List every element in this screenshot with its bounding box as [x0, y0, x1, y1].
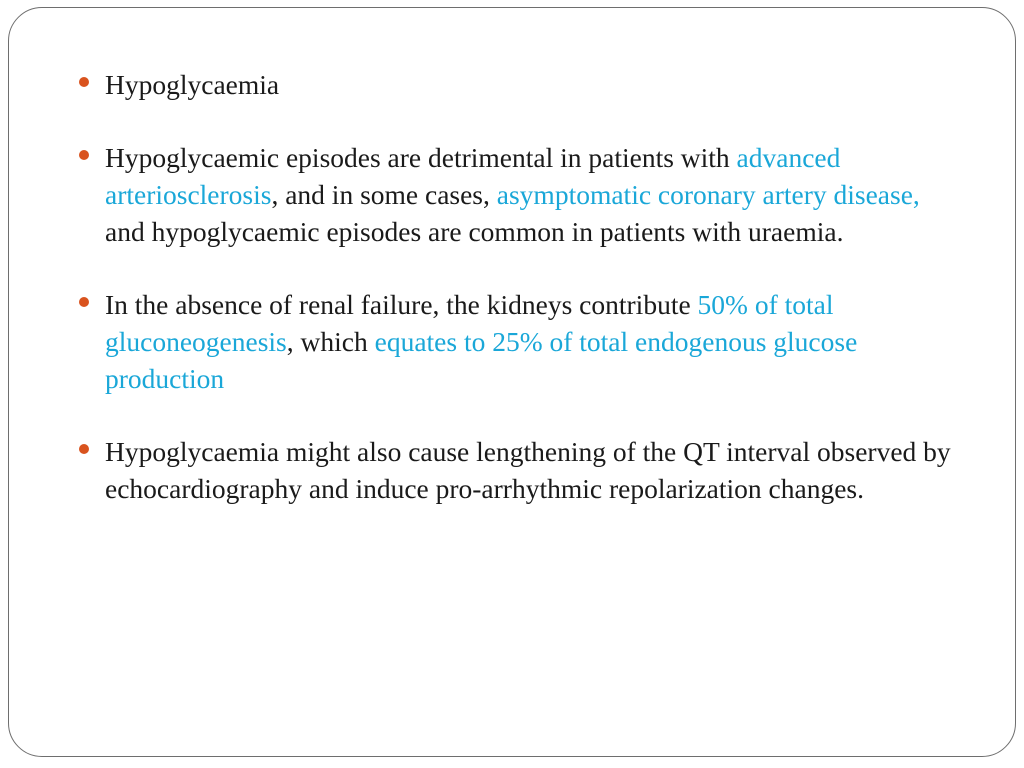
highlighted-term: 50% of total gluconeogenesis	[105, 289, 834, 357]
bullet-text: Hypoglycaemia	[105, 69, 280, 100]
bullet-dot-icon	[79, 150, 89, 160]
bullet-dot-icon	[79, 444, 89, 454]
bullet-text: Hypoglycaemic episodes are detrimental in patients with	[105, 142, 737, 173]
bullet-text: Hypoglycaemia might also cause lengthening of the QT interval observed by echocardiography and induce pro-arrhythmic repolarization changes.	[105, 436, 951, 504]
bullet-text: In the absence of renal failure, the kidneys contribute	[105, 289, 698, 320]
bullet-dot-icon	[79, 77, 89, 87]
bullet-text: , which	[286, 326, 375, 357]
highlighted-term: equates to 25% of total endogenous glucose production	[105, 326, 858, 394]
bullet-list	[105, 66, 955, 543]
bullet-dot-icon	[79, 297, 89, 307]
bullet-item	[105, 433, 955, 507]
bullet-text: , and in some cases,	[271, 179, 497, 210]
slide-frame	[8, 7, 1016, 757]
bullet-item	[105, 139, 955, 250]
bullet-text: and hypoglycaemic episodes are common in patients with uraemia.	[105, 216, 844, 247]
highlighted-term: advanced arteriosclerosis	[105, 142, 841, 210]
highlighted-term: asymptomatic coronary artery disease,	[496, 179, 920, 210]
bullet-item	[105, 286, 955, 397]
bullet-item	[105, 66, 955, 103]
